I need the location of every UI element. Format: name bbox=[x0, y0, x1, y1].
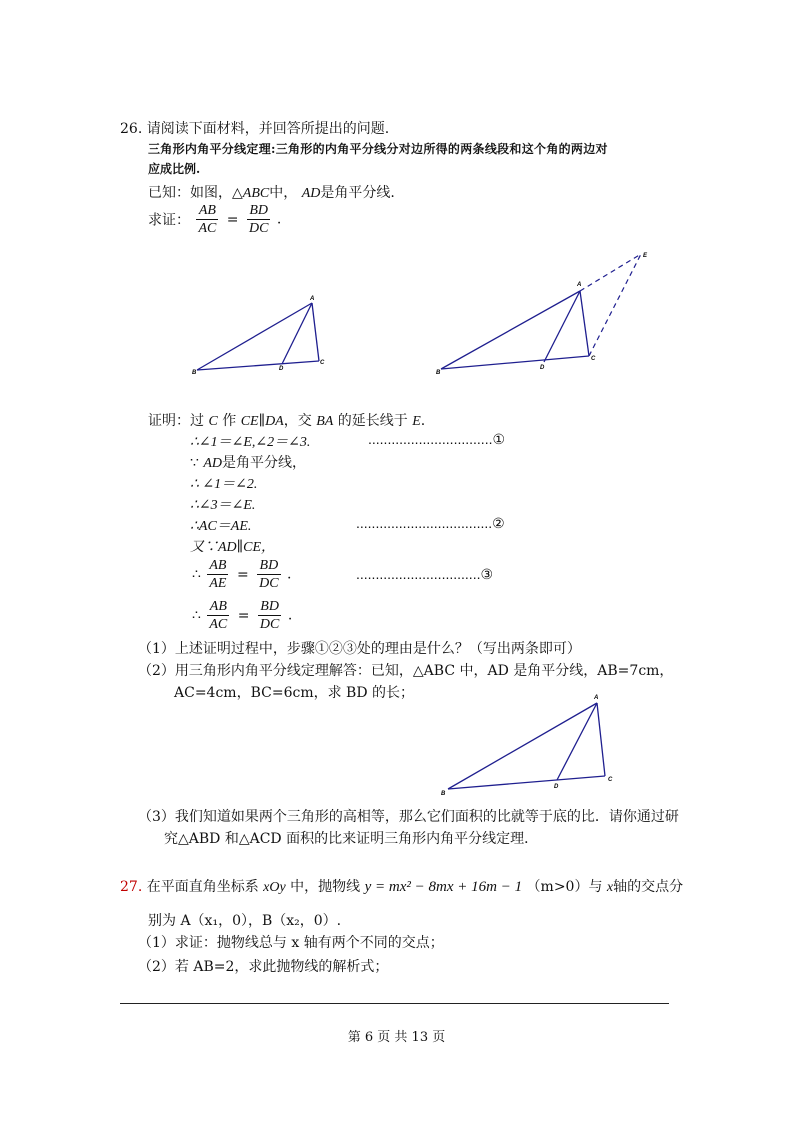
q27-sub-1: （1）求证：抛物线总与 x 轴有两个不同的交点； bbox=[138, 935, 444, 951]
q26-intro-text: 请阅读下面材料，并回答所提出的问题. bbox=[146, 121, 390, 137]
fig2-label-d: D bbox=[540, 365, 545, 371]
proof-l0-da: DA bbox=[265, 414, 284, 429]
equals-sign: = bbox=[236, 566, 249, 583]
q27-line-1 bbox=[120, 876, 683, 896]
fig2-label-c: C bbox=[591, 356, 596, 362]
fig2-label-a: A bbox=[577, 282, 582, 288]
frac-num: BD bbox=[247, 202, 270, 220]
frac-den: AC bbox=[198, 221, 217, 236]
proof-l0-ce: CE bbox=[240, 414, 259, 429]
frac-den: DC bbox=[248, 221, 269, 236]
fig1-label-b: B bbox=[192, 370, 197, 376]
q27-prefix: 在平面直角坐标系 bbox=[146, 879, 259, 895]
q27-mid: 中，抛物线 bbox=[290, 879, 361, 895]
q27-sub-2: （2）若 AB=2，求此抛物线的解析式； bbox=[138, 959, 389, 975]
footer-rule bbox=[120, 1003, 669, 1004]
step-marker-1: ① bbox=[492, 432, 506, 448]
proof-l0-mid: 作 bbox=[222, 413, 237, 429]
proof-l2-ad: AD bbox=[203, 456, 223, 471]
given-mid: 中， bbox=[269, 185, 298, 201]
frac-den: DC bbox=[259, 576, 279, 591]
proof-l0-parallel: ∥ bbox=[258, 413, 266, 429]
given-prefix: 已知：如图，△ bbox=[148, 185, 243, 201]
theorem-line-2: 应成比例. bbox=[148, 162, 201, 176]
q26-sub-1: （1）上述证明过程中，步骤①②③处的理由是什么？（写出两条即可） bbox=[138, 641, 581, 657]
prove-label: 求证： bbox=[148, 212, 190, 229]
q27-parabola-equation: y = mx² − 8mx + 16m − 1 bbox=[364, 879, 523, 895]
period: . bbox=[287, 566, 292, 583]
proof-l0-ba: BA bbox=[316, 414, 334, 429]
proof-l0-mid2: ，交 bbox=[283, 413, 312, 429]
fig3-label-a: A bbox=[594, 695, 599, 701]
frac-den: AE bbox=[209, 576, 227, 591]
equals-sign: = bbox=[226, 211, 239, 228]
frac-num: BD bbox=[257, 557, 280, 575]
proof-l0-e: E bbox=[412, 414, 421, 429]
frac-den: DC bbox=[259, 617, 280, 632]
q27-number: 27. bbox=[120, 879, 143, 895]
q27-condition: （m>0）与 bbox=[526, 879, 603, 895]
q26-sub-2-line-2: AC=4cm，BC=6cm，求 BD 的长； bbox=[174, 685, 415, 701]
fig3-side-ac bbox=[597, 703, 605, 776]
proof-line-6: 又∵AD∥CE， bbox=[190, 540, 276, 555]
q27-x: x bbox=[606, 880, 614, 895]
period: . bbox=[287, 607, 293, 624]
frac-num: BD bbox=[258, 598, 281, 616]
dots: ................................... bbox=[356, 515, 493, 531]
fig3-side-bc bbox=[448, 776, 605, 789]
given-suffix: 是角平分线. bbox=[320, 185, 395, 201]
frac-num: AB bbox=[196, 202, 218, 220]
given-abc: ABC bbox=[242, 186, 270, 201]
fig2-label-b: B bbox=[436, 370, 441, 376]
given-ad: AD bbox=[301, 186, 321, 201]
dots: ................................ bbox=[368, 431, 493, 447]
fig3-label-b: B bbox=[441, 791, 446, 797]
therefore-sign: ∴ bbox=[192, 566, 201, 583]
fig3-label-d: D bbox=[554, 784, 559, 790]
proof-l2-suffix: 是角平分线， bbox=[222, 455, 307, 471]
q26-sub-2-line-1: （2）用三角形内角平分线定理解答：已知，△ABC 中，AD 是角平分线，AB=7cm， bbox=[138, 663, 674, 679]
dots: ................................ bbox=[356, 566, 481, 582]
fig2-label-e: E bbox=[643, 253, 648, 259]
frac-num: AB bbox=[207, 598, 229, 616]
proof-line-5: ∴AC＝AE. bbox=[190, 519, 252, 534]
fig1-label-c: C bbox=[320, 360, 325, 366]
step-marker-2: ② bbox=[492, 516, 505, 532]
proof-l0-prefix: 证明：过 bbox=[148, 413, 204, 429]
q27-line-2: 别为 A（x₁，0），B（x₂，0）. bbox=[148, 913, 342, 929]
q27-end: 轴的交点分 bbox=[613, 879, 684, 895]
fig1-label-a: A bbox=[310, 296, 315, 302]
proof-l2-prefix: ∵ bbox=[190, 455, 204, 471]
proof-line-3: ∴ ∠1＝∠2. bbox=[190, 477, 258, 492]
proof-l0-c: C bbox=[208, 414, 218, 429]
therefore-sign: ∴ bbox=[192, 607, 201, 624]
q27-xoy: xOy bbox=[263, 880, 286, 895]
proof-line-1: ∴∠1＝∠E,∠2＝∠3. bbox=[190, 435, 311, 450]
fig1-label-d: D bbox=[279, 366, 284, 372]
proof-line-4: ∴∠3＝∠E. bbox=[190, 498, 256, 513]
q26-sub-3-line-1: （3）我们知道如果两个三角形的高相等，那么它们面积的比就等于底的比．请你通过研 bbox=[138, 809, 679, 825]
step-marker-3: ③ bbox=[480, 567, 494, 583]
frac-den: AC bbox=[209, 617, 228, 632]
theorem-line-1: 三角形内角平分线定理:三角形的内角平分线分对边所得的两条线段和这个角的两边对 bbox=[148, 142, 608, 156]
fig3-label-c: C bbox=[608, 777, 613, 783]
proof-l0-end: . bbox=[420, 413, 426, 429]
period: . bbox=[276, 211, 282, 228]
equals-sign: = bbox=[237, 607, 250, 624]
proof-l0-mid3: 的延长线于 bbox=[337, 413, 408, 429]
q26-sub-3-line-2: 究△ABD 和△ACD 面积的比来证明三角形内角平分线定理． bbox=[164, 831, 539, 847]
frac-num: AB bbox=[209, 558, 227, 573]
page-number: 第 6 页 共 13 页 bbox=[347, 1030, 446, 1045]
q26-number: 26. bbox=[120, 121, 143, 137]
